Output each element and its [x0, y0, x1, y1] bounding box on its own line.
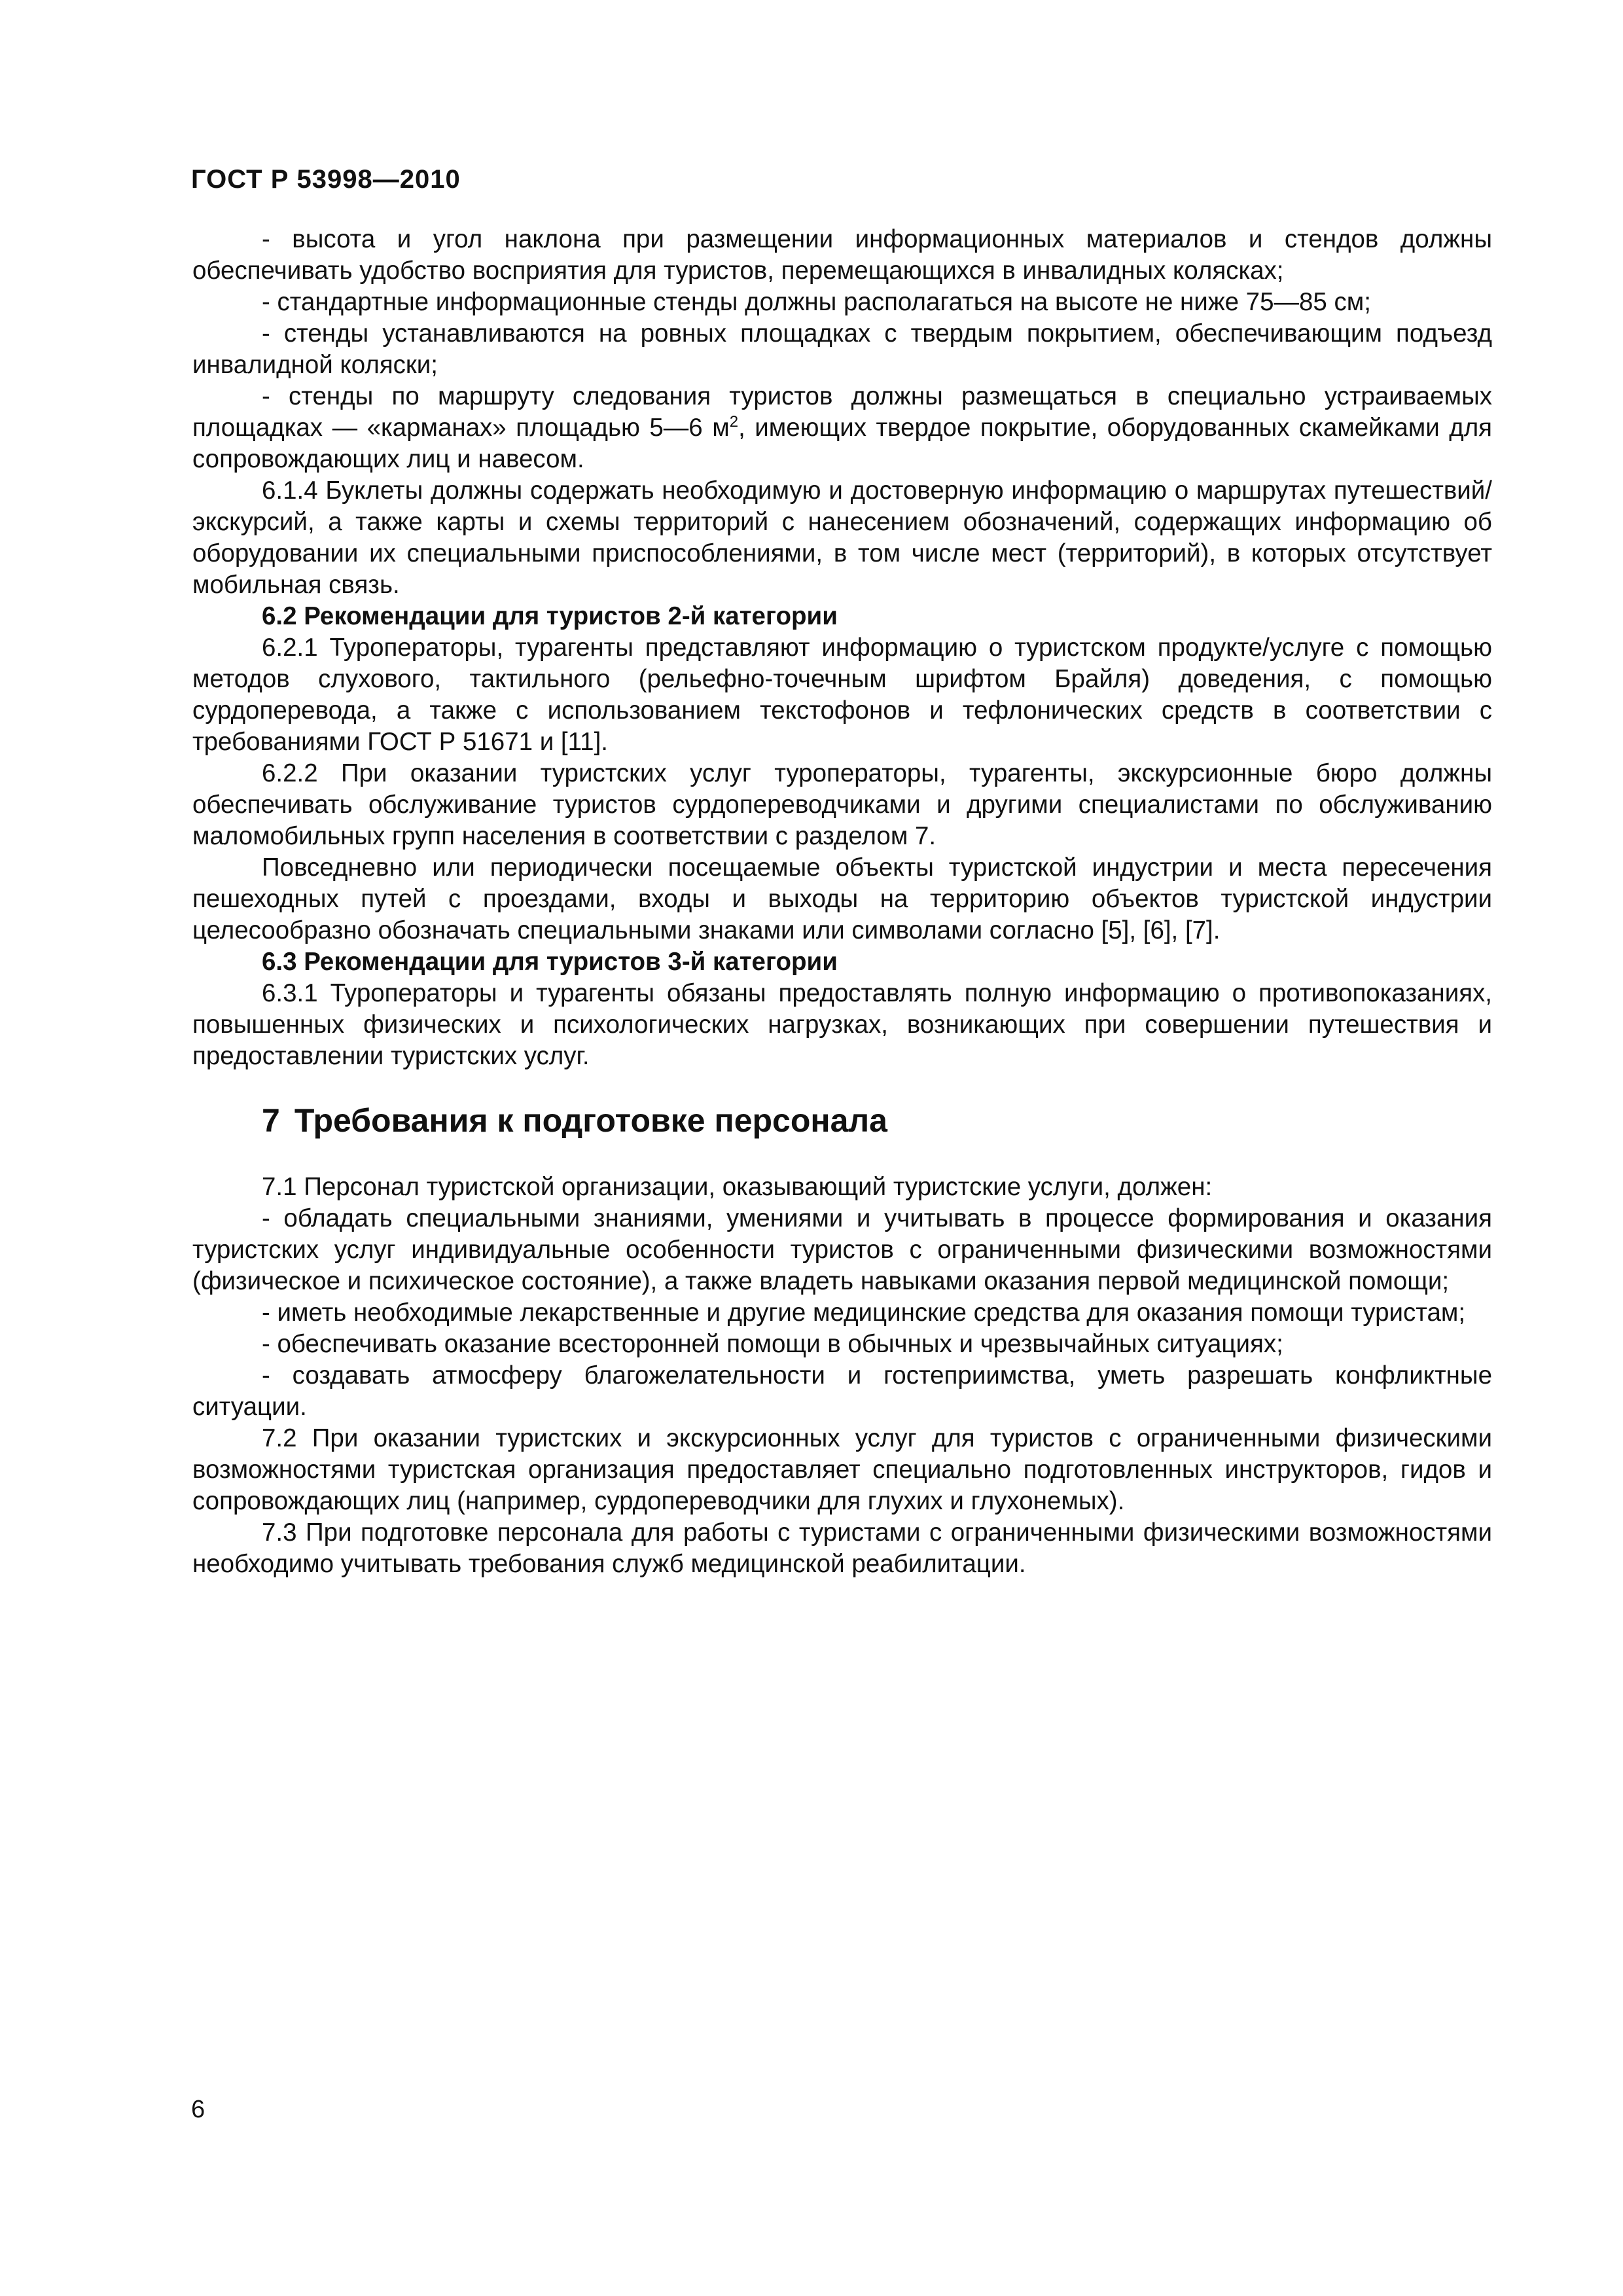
paragraph: 6.2.1 Туроператоры, турагенты представляют информацию о туристском продукте/услуге с помощью методов слухового, тактильного (рельефно-точечным шрифтом Брайля) доведения, с помощью сурдоперевода, а также с использованием текстофонов и тефлонических средств в соответствии с требованиями ГОСТ Р 51671 и [11].	[192, 634, 1492, 756]
paragraph: - высота и угол наклона при размещении информационных материалов и стендов должны обеспечивать удобство восприятия для туристов, перемещающихся в инвалидных колясках;	[192, 225, 1492, 285]
subsection-heading: 6.2 Рекомендации для туристов 2-й категории	[262, 602, 838, 630]
paragraph: - стенды устанавливаются на ровных площадках с твердым покрытием, обеспечивающим подъезд инвалидной коляски;	[192, 319, 1492, 379]
paragraph: 6.3.1 Туроператоры и турагенты обязаны предоставлять полную информацию о противопоказаниях, повышенных физических и психологических нагрузках, возникающих при совершении путешествия и предоставлении туристских услуг.	[192, 979, 1492, 1070]
paragraph: 7.1 Персонал туристской организации, оказывающий туристские услуги, должен:	[262, 1173, 1213, 1201]
paragraph	[192, 381, 1492, 475]
section-title: Требования к подготовке персонала	[294, 1102, 887, 1139]
text-run: , имеющих твердое покрытие, оборудованных скамейками для сопровождающих лиц и навесом.	[192, 414, 1493, 473]
text-run: - стенды по маршруту следования туристов должны размещаться в специально устраиваемых площадках — «карманах» площадью 5—6 м	[192, 382, 1492, 442]
subsection-heading: 6.3 Рекомендации для туристов 3-й категории	[262, 948, 838, 976]
section-heading	[192, 1101, 1492, 1140]
document-body	[192, 224, 1492, 1580]
superscript: 2	[729, 413, 739, 431]
page-number: 6	[191, 2096, 205, 2123]
paragraph: - создавать атмосферу благожелательности и гостеприимства, уметь разрешать конфликтные ситуации.	[192, 1361, 1492, 1421]
paragraph: - иметь необходимые лекарственные и другие медицинские средства для оказания помощи туристам;	[262, 1299, 1466, 1327]
paragraph: 6.2.2 При оказании туристских услуг туроператоры, турагенты, экскурсионные бюро должны обеспечивать обслуживание туристов сурдопереводчиками и другими специалистами по обслуживанию маломобильных групп населения в соответствии с разделом 7.	[192, 759, 1492, 850]
paragraph: - стандартные информационные стенды должны располагаться на высоте не ниже 75—85 см;	[262, 288, 1371, 316]
paragraph: 7.2 При оказании туристских и экскурсионных услуг для туристов с ограниченными физическими возможностями туристская организация предоставляет специально подготовленных инструкторов, гидов и сопровождающих лиц (например, сурдопереводчики для глухих и глухонемых).	[192, 1424, 1492, 1515]
standard-code-header: ГОСТ Р 53998—2010	[191, 165, 461, 194]
paragraph: 6.1.4 Буклеты должны содержать необходимую и достоверную информацию о маршрутах путешествий/экскурсий, а также карты и схемы территорий с нанесением обозначений, содержащих информацию об оборудовании их специальными приспособлениями, в том числе мест (территорий), в которых отсутствует мобильная связь.	[192, 476, 1492, 599]
section-number: 7	[262, 1102, 280, 1139]
paragraph: - обладать специальными знаниями, умениями и учитывать в процессе формирования и оказания туристских услуг индивидуальные особенности туристов с ограниченными физическими возможностями (физическое и психическое состояние), а также владеть навыками оказания первой медицинской помощи;	[192, 1204, 1492, 1295]
paragraph: - обеспечивать оказание всесторонней помощи в обычных и чрезвычайных ситуациях;	[262, 1330, 1283, 1358]
paragraph: 7.3 При подготовке персонала для работы с туристами с ограниченными физическими возможностями необходимо учитывать требования служб медицинской реабилитации.	[192, 1518, 1492, 1578]
paragraph: Повседневно или периодически посещаемые объекты туристской индустрии и места пересечения пешеходных путей с проездами, входы и выходы на территорию объектов туристской индустрии целесообразно обозначать специальными знаками или символами согласно [5], [6], [7].	[192, 853, 1492, 944]
